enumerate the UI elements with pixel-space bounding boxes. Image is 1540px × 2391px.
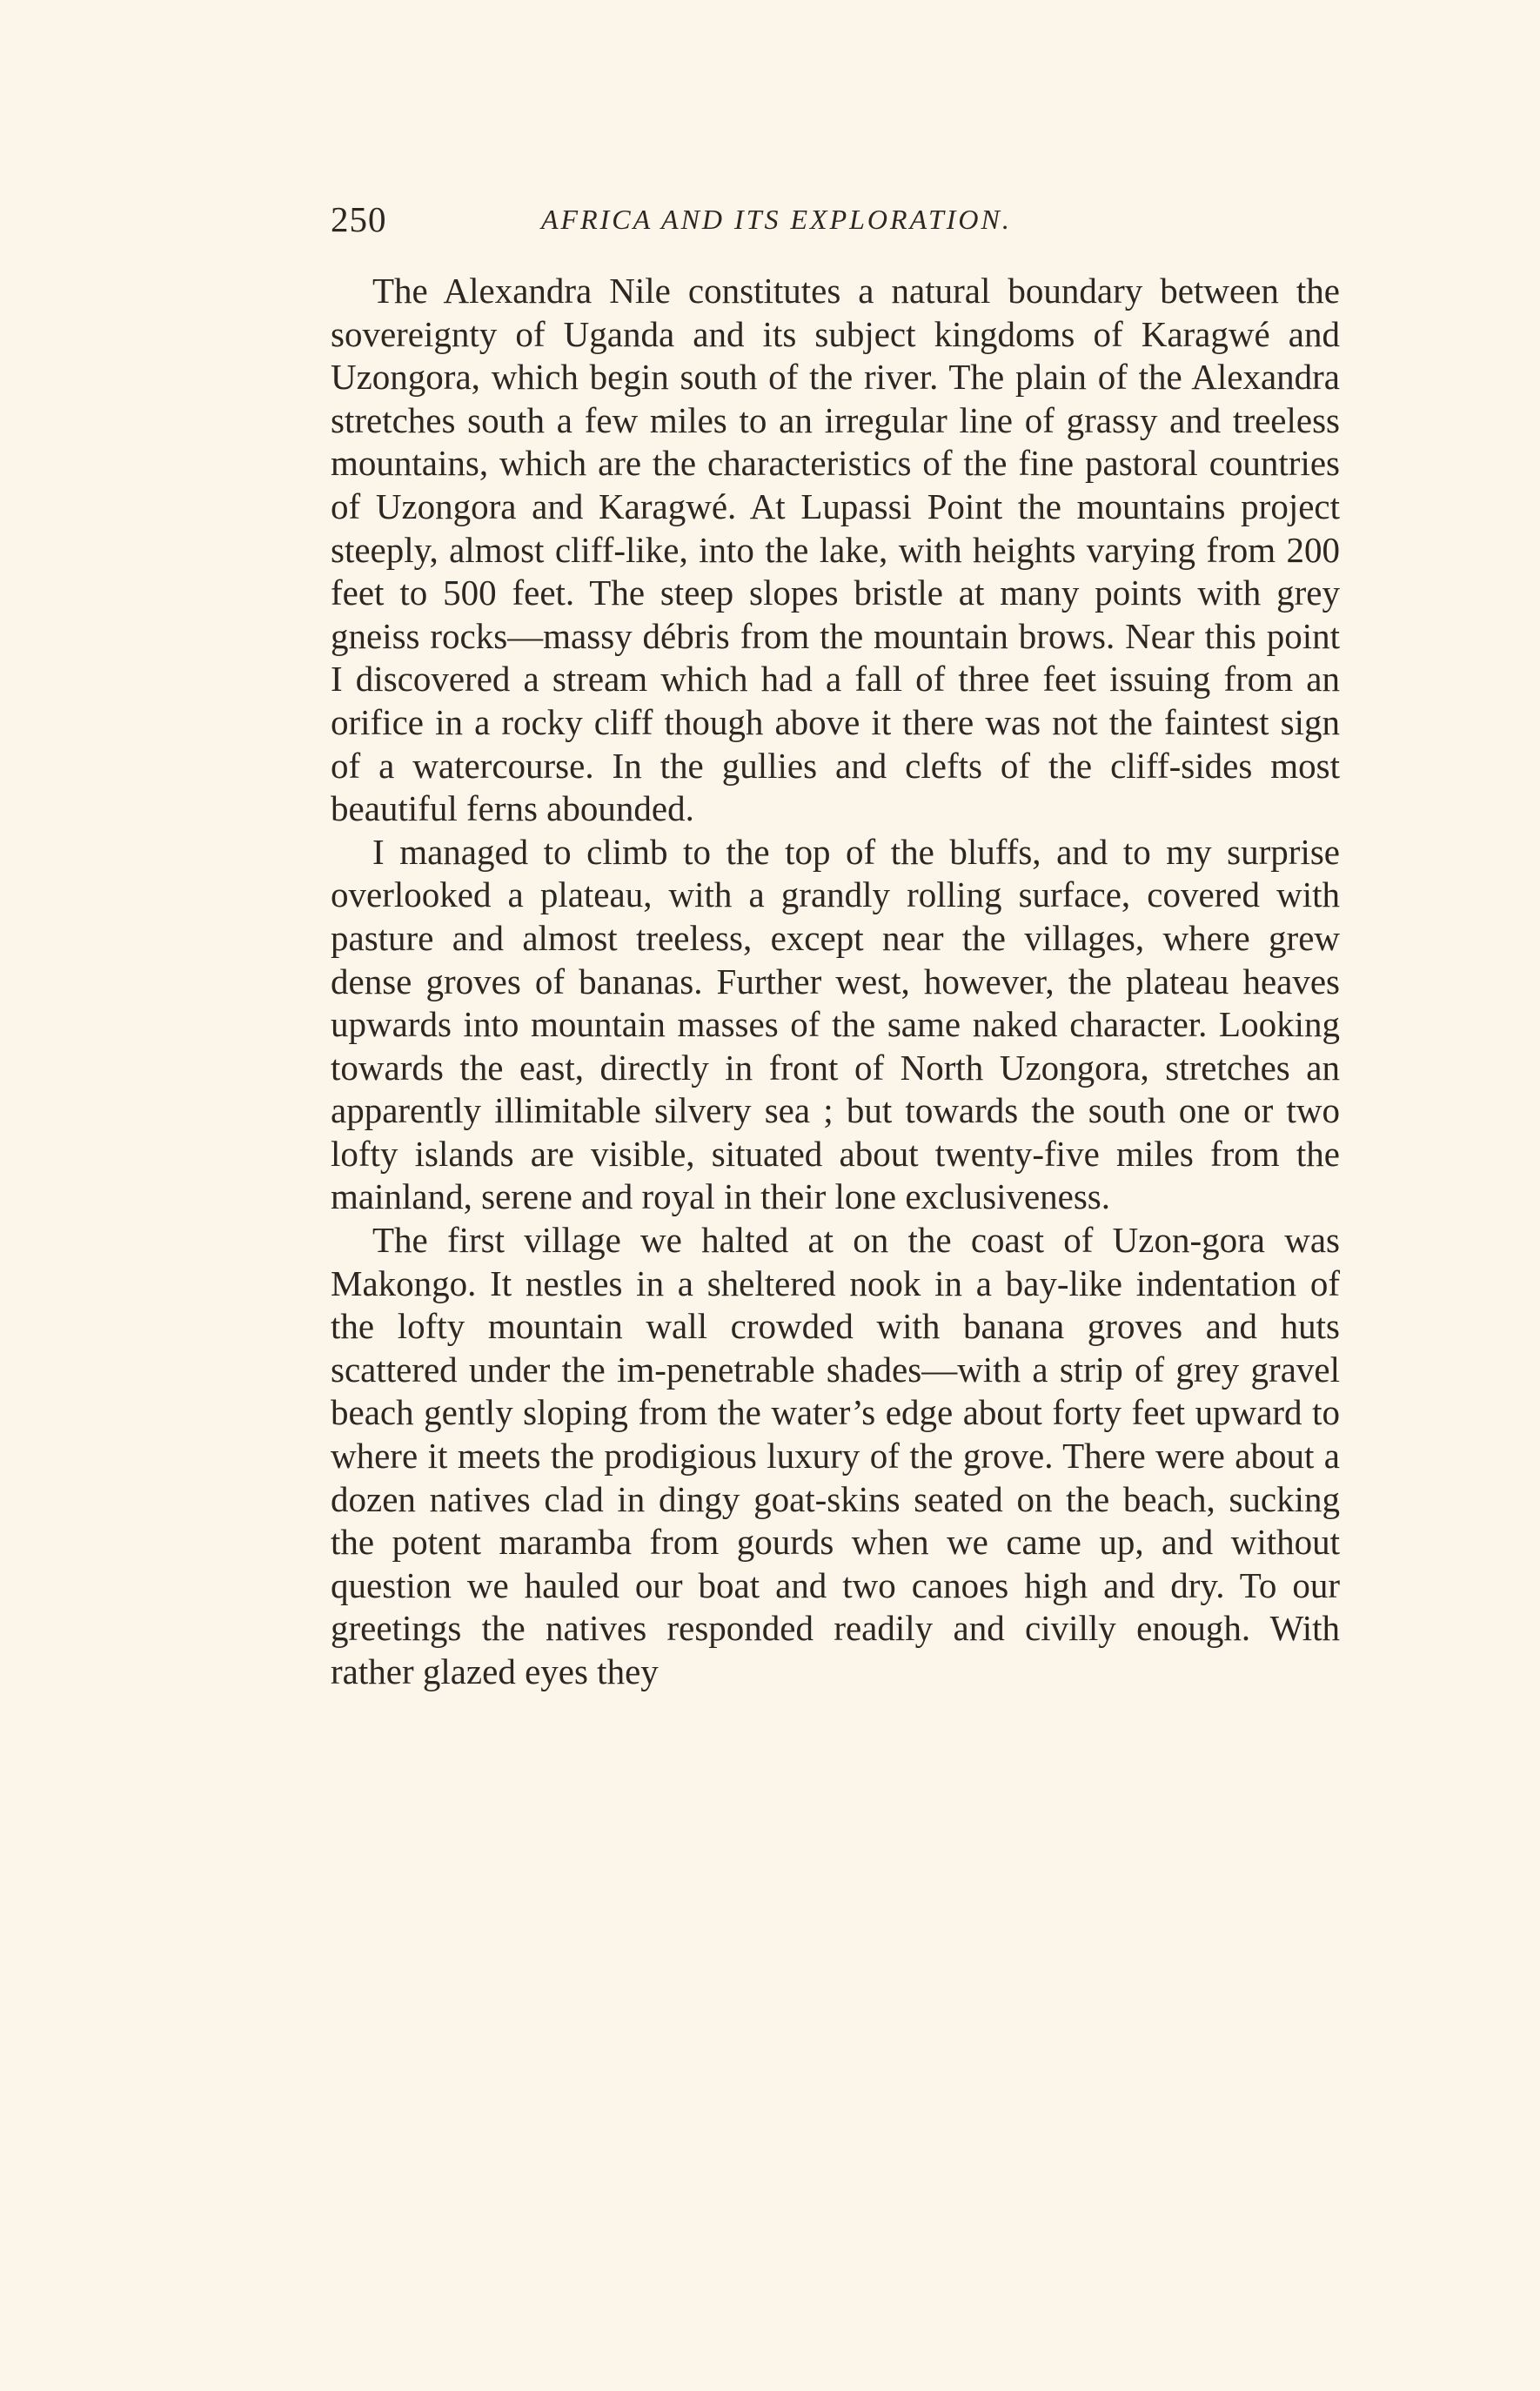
- body-text: [331, 270, 1340, 1694]
- running-title: AFRICA AND ITS EXPLORATION.: [541, 204, 1012, 235]
- page-number: 250: [331, 199, 387, 239]
- paragraph: The Alexandra Nile constitutes a natural boundary between the sovereignty of Uganda and its subject kingdoms of Karagwé and Uzongora, which begin south of the river. The plain of the Alexandra stretches south a few miles to an irregular line of grassy and treeless mountains, which are the characteristics of the fine pastoral countries of Uzongora and Karagwé. At Lupassi Point the mountains project steeply, almost cliff-like, into the lake, with heights varying from 200 feet to 500 feet. The steep slopes bristle at many points with grey gneiss rocks—massy débris from the mountain brows. Near this point I discovered a stream which had a fall of three feet issuing from an orifice in a rocky cliff though above it there was not the faintest sign of a watercourse. In the gullies and clefts of the cliff-sides most beautiful ferns abounded.: [331, 271, 1340, 829]
- paragraph: The first village we halted at on the coast of Uzon-gora was Makongo. It nestles in a sheltered nook in a bay-like indentation of the lofty mountain wall crowded with banana groves and huts scattered under the im-penetrable shades—with a strip of grey gravel beach gently sloping from the water’s edge about forty feet upward to where it meets the prodigious luxury of the grove. There were about a dozen natives clad in dingy goat-skins seated on the beach, sucking the potent maramba from gourds when we came up, and without question we hauled our boat and two canoes high and dry. To our greetings the natives responded readily and civilly enough. With rather glazed eyes they: [331, 1220, 1340, 1691]
- running-head: [331, 198, 1340, 251]
- paragraph: I managed to climb to the top of the bluffs, and to my surprise overlooked a plateau, with a grandly rolling surface, covered with pasture and almost treeless, except near the villages, where grew dense groves of bananas. Further west, however, the plateau heaves upwards into mountain masses of the same naked character. Looking towards the east, directly in front of North Uzongora, stretches an apparently illimitable silvery sea ; but towards the south one or two lofty islands are visible, situated about twenty-five miles from the mainland, serene and royal in their lone exclusiveness.: [331, 831, 1340, 1217]
